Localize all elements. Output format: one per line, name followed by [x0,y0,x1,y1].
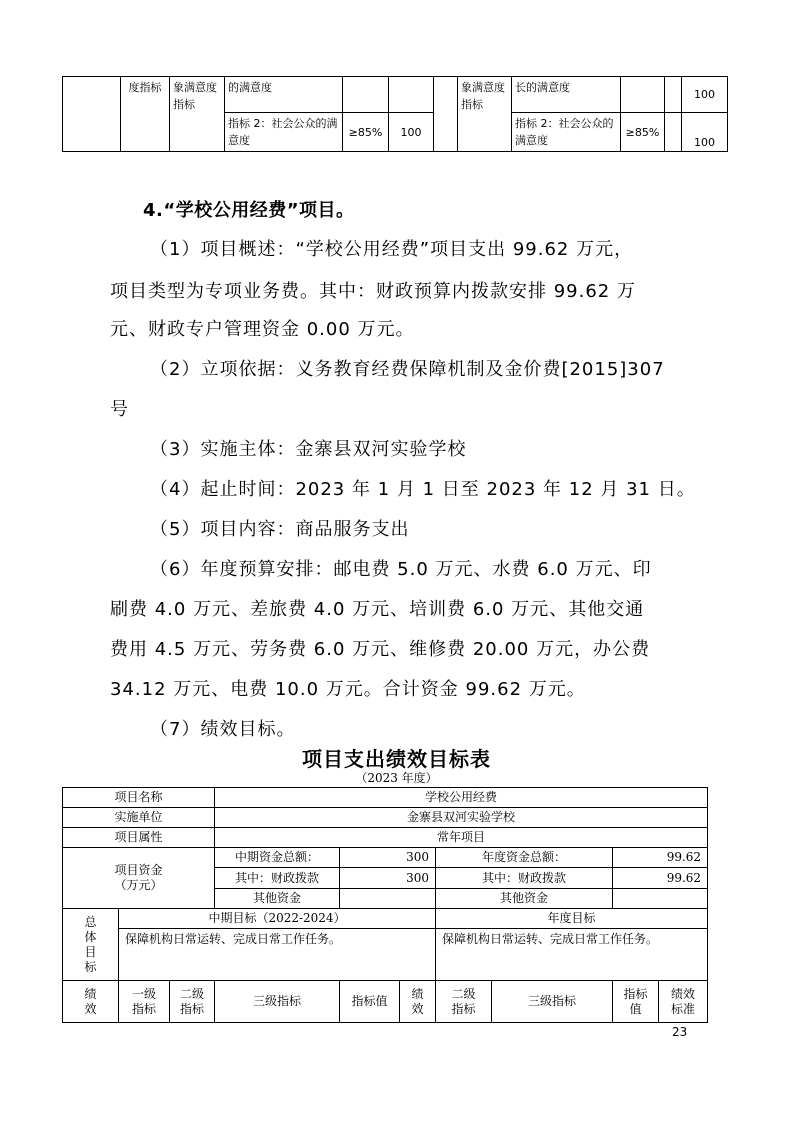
para-budget-line4: 34.12 万元、电费 10.0 万元。合计资金 99.62 万元。 [110,679,586,700]
hdr-level2-2: 指标 [180,1001,205,1016]
cell-narrow [665,77,682,113]
value-year-goal: 保障机构日常运转、完成日常工作任务。 [436,929,708,981]
label-overall-goal [63,909,119,981]
label-project-name: 项目名称 [63,788,215,808]
cell-level3: 的满意度 [225,77,343,113]
label-funds-line1: 项目资金 [114,863,163,877]
label-year-fiscal: 其中：财政拨款 [436,868,613,889]
value-year-total: 99.62 [613,848,708,868]
hdr-level3: 三级指标 [215,981,340,1023]
label-year-goal: 年度目标 [436,909,708,929]
para-overview-line3: 元、财政专户管理资金 0.00 万元。 [110,319,415,340]
cell-gap [434,77,458,152]
label-funds [63,848,215,909]
cell-value-right [621,77,665,113]
value-mid-fiscal: 300 [340,868,436,889]
performance-table [62,787,708,1023]
value-unit: 金寨县双河实验学校 [215,808,708,828]
overall-char-4: 标 [84,959,97,974]
table-title: 项目支出绩效目标表 [302,747,491,771]
para-basis-line1: （2）立项依据：义务教育经费保障机制及金价费[2015]307 [150,359,665,380]
cell-level2-right: 象满意度指标 [458,77,512,152]
para-executor: （3）实施主体：金寨县双河实验学校 [150,439,467,460]
label-mid-goal: 中期目标（2022-2024） [119,909,436,929]
cell-indicator2-score: 100 [389,113,434,152]
value-attr: 常年项目 [215,828,708,848]
table-subtitle: （2023 年度） [355,771,438,785]
hdr-perf-2: 效 [84,1001,97,1016]
label-mid-fiscal: 其中：财政拨款 [215,868,340,889]
value-year-other [613,889,708,909]
section-heading: 4.“学校公用经费”项目。 [143,200,355,221]
hdr-value-right [613,981,659,1023]
cell-level2: 象满意度指标 [170,77,225,152]
value-project-name: 学校公用经费 [215,788,708,808]
label-year-total: 年度资金总额： [436,848,613,868]
label-funds-line2: （万元） [114,878,163,892]
cell-indicator2-value-right: ≥85% [621,113,665,152]
cell-level3-right: 长的满意度 [512,77,621,113]
hdr-level2 [170,981,215,1023]
hdr-standard-1: 绩效 [671,986,696,1001]
hdr-perf-right-2: 效 [411,1001,424,1016]
hdr-perf [63,981,119,1023]
value-mid-goal: 保障机构日常运转、完成日常工作任务。 [119,929,436,981]
cell-level1: 度指标 [121,77,170,152]
para-overview-line2: 项目类型为专项业务费。其中：财政预算内拨款安排 99.62 万 [110,281,636,302]
cell-indicator2: 指标 2：社会公众的满意度 [225,113,343,152]
page-number: 23 [672,1025,688,1039]
hdr-perf-1: 绩 [84,986,97,1001]
cell-value [343,77,389,113]
para-content: （5）项目内容：商品服务支出 [150,519,410,540]
continuation-table [62,76,728,152]
overall-char-3: 目 [84,944,97,959]
cell-indicator2-value: ≥85% [343,113,389,152]
para-budget-line1: （6）年度预算安排：邮电费 5.0 万元、水费 6.0 万元、印 [150,559,652,580]
hdr-level2-1: 二级 [180,986,205,1001]
label-unit: 实施单位 [63,808,215,828]
cell-score [389,77,434,113]
hdr-value-right-2: 值 [629,1001,642,1016]
hdr-perf-right [400,981,436,1023]
hdr-value: 指标值 [340,981,400,1023]
hdr-value-right-1: 指标 [623,986,648,1001]
label-mid-other: 其他资金 [215,889,340,909]
para-budget-line3: 费用 4.5 万元、劳务费 6.0 万元、维修费 20.00 万元，办公费 [110,639,651,660]
label-attr: 项目属性 [63,828,215,848]
hdr-level2-right [436,981,492,1023]
overall-char-1: 总 [84,914,97,929]
hdr-level3-right: 三级指标 [492,981,613,1023]
para-budget-line2: 刷费 4.0 万元、差旅费 4.0 万元、培训费 6.0 万元、其他交通 [110,599,645,620]
hdr-perf-right-1: 绩 [411,986,424,1001]
hdr-standard [659,981,708,1023]
label-year-other: 其他资金 [436,889,613,909]
para-period: （4）起止时间：2023 年 1 月 1 日至 2023 年 12 月 31 日。 [150,479,696,500]
cell-indicator2-score-right: 100 [682,113,728,152]
cell-empty [63,77,121,152]
cell-narrow-2 [665,113,682,152]
value-year-fiscal: 99.62 [613,868,708,889]
para-goals: （7）绩效目标。 [150,719,296,740]
hdr-level2-right-2: 指标 [451,1001,476,1016]
hdr-standard-2: 标准 [671,1001,696,1016]
label-mid-total: 中期资金总额： [215,848,340,868]
para-overview-line1: （1）项目概述：“学校公用经费”项目支出 99.62 万元， [150,239,634,260]
para-basis-line2: 号 [110,399,129,420]
hdr-level2-right-1: 二级 [451,986,476,1001]
value-mid-total: 300 [340,848,436,868]
cell-score-right: 100 [682,77,728,113]
hdr-level1-1: 一级 [131,986,156,1001]
cell-indicator2-right: 指标 2：社会公众的满意度 [512,113,621,152]
hdr-level1-2: 指标 [131,1001,156,1016]
value-mid-other [340,889,436,909]
overall-char-2: 体 [84,929,97,944]
hdr-level1 [119,981,170,1023]
